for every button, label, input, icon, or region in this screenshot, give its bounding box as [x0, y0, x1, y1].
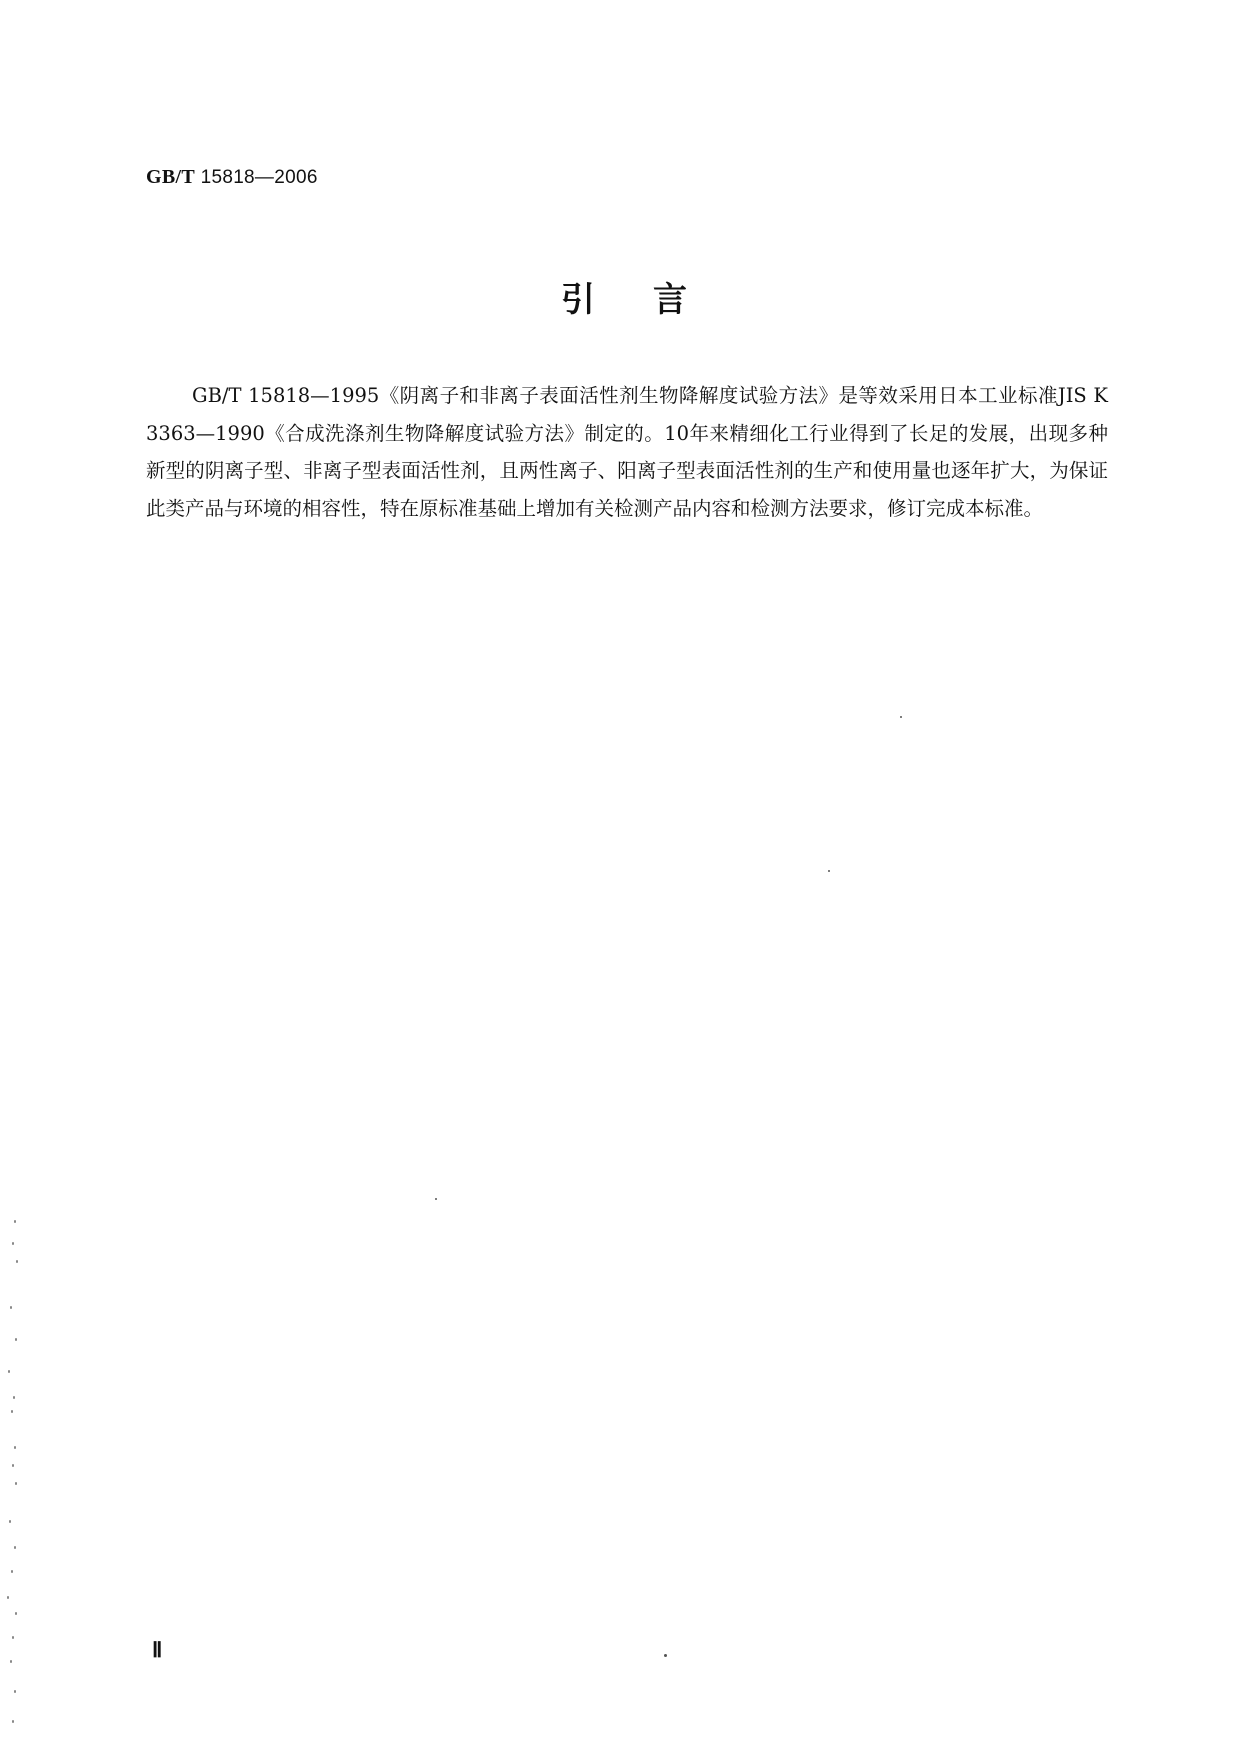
standard-prefix: GB/T: [146, 166, 195, 188]
page-number: Ⅱ: [152, 1638, 163, 1662]
scan-speck: [664, 1654, 667, 1657]
scan-speck: [828, 870, 830, 872]
standard-number: 15818—2006: [200, 167, 318, 188]
introduction-paragraph: GB/T 15818—1995《阴离子和非离子表面活性剂生物降解度试验方法》是等效采用日本工业标准JIS K 3363—1990《合成洗涤剂生物降解度试验方法》制定的。10年来精细化工行业得到了长足的发展，出现多种新型的阴离子型、非离子型表面活性剂，且两性离子、阳离子型表面活性剂的生产和使用量也逐年扩大，为保证此类产品与环境的相容性，特在原标准基础上增加有关检测产品内容和检测方法要求，修订完成本标准。: [146, 384, 1108, 520]
scan-speck: [435, 1198, 437, 1200]
page-title: 引言: [561, 280, 745, 320]
standard-code: [146, 166, 318, 189]
scan-speck: [900, 716, 902, 718]
scan-edge-marks: [6, 1220, 18, 1740]
